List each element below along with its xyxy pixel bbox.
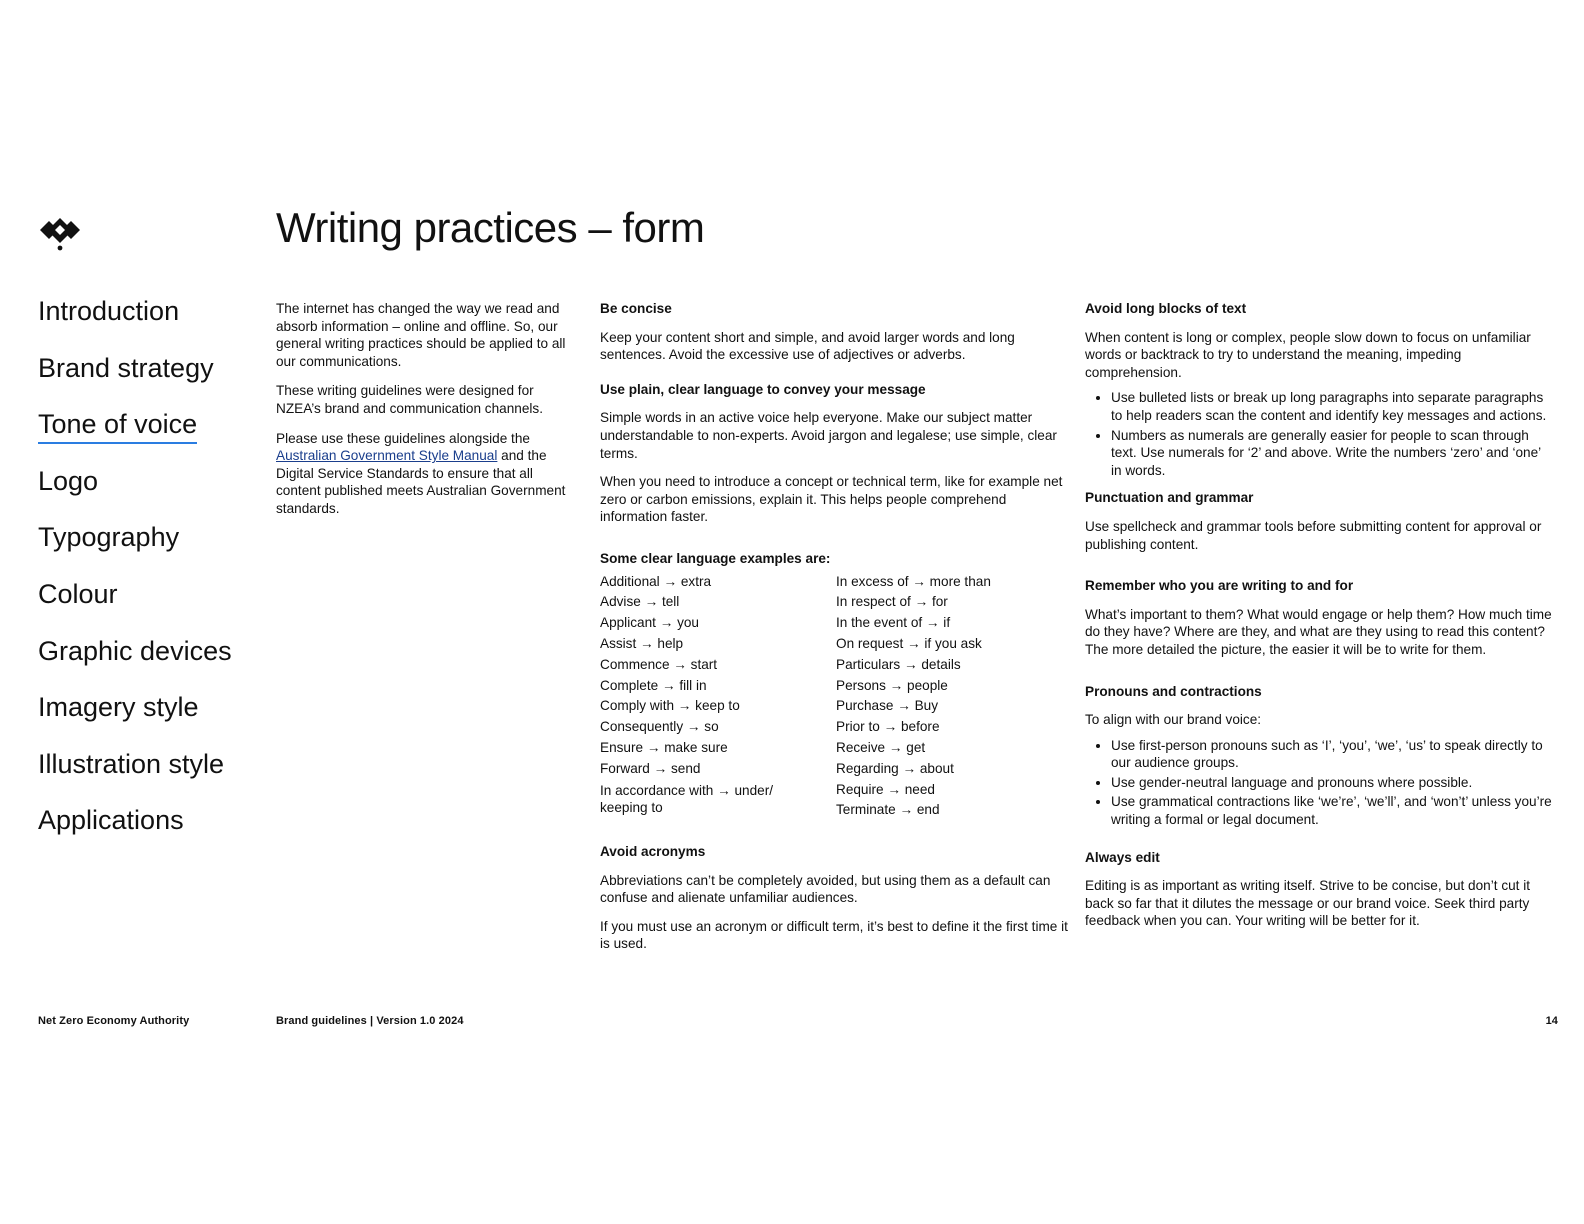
section-heading: Use plain, clear language to convey your message	[600, 381, 926, 397]
examples-list	[600, 572, 1070, 822]
nav-item-colour[interactable]: Colour	[38, 578, 118, 609]
example-item: Particulars → details	[836, 656, 961, 672]
example-item: In accordance with → under/ keeping to	[600, 782, 774, 816]
example-item: Applicant → you	[600, 615, 699, 631]
nav-item-brand-strategy[interactable]: Brand strategy	[38, 352, 214, 383]
examples-right-column	[836, 572, 1056, 822]
nav-item-typography[interactable]: Typography	[38, 522, 180, 553]
example-item: Receive → get	[836, 739, 926, 755]
nav-item-graphic-devices[interactable]: Graphic devices	[38, 635, 232, 666]
section-heading: Be concise	[600, 301, 672, 316]
section-body: What’s important to them? What would engage or help them? How much time do they have? Where are they, and what are they using to read this content? The more detailed the picture, the easier it will be to write for them.	[1085, 606, 1552, 657]
footer-document-version: Brand guidelines | Version 1.0 2024	[276, 1015, 464, 1027]
acronyms-section	[600, 843, 1070, 953]
section-body: When you need to introduce a concept or technical term, like for example net zero or carbon emissions, explain it. This helps people comprehend information faster.	[600, 474, 1063, 525]
section-body: Simple words in an active voice help everyone. Make our subject matter understandable to non-experts. Avoid jargon and legalese; use simple, clear terms.	[600, 410, 1057, 461]
nav-item-illustration-style[interactable]: Illustration style	[38, 748, 225, 779]
intro-column	[276, 300, 572, 518]
examples-section	[600, 550, 1070, 821]
example-item: Commence → start	[600, 656, 718, 672]
page-number: 14	[1545, 1015, 1558, 1027]
section-body: If you must use an acronym or difficult term, it’s best to define it the first time it is used.	[600, 918, 1068, 952]
brand-logo-icon	[38, 212, 82, 256]
punctuation-section	[1085, 489, 1555, 553]
nav-item-tone-of-voice[interactable]: Tone of voice	[38, 409, 232, 466]
always-edit-section	[1085, 849, 1555, 930]
pronouns-section	[1085, 683, 1555, 829]
section-body: Use spellcheck and grammar tools before submitting content for approval or publishing content.	[1085, 518, 1542, 552]
example-item: Complete → fill in	[600, 677, 707, 693]
list-item: • Use bulleted lists or break up long paragraphs into separate paragraphs to help readers scan the content and identify key messages and actions.	[1111, 389, 1555, 424]
example-item: Purchase → Buy	[836, 698, 938, 714]
example-item: Regarding → about	[836, 760, 954, 776]
example-item: Persons → people	[836, 677, 948, 693]
nav-item-imagery-style[interactable]: Imagery style	[38, 692, 199, 723]
section-body: When content is long or complex, people slow down to focus on unfamiliar words or backtrack to try to understand the meaning, impeding comprehension.	[1085, 329, 1531, 380]
intro-paragraph: Please use these guidelines alongside the Australian Government Style Manual and the Digital Service Standards to ensure that all content published meets Australian Government standards.	[276, 430, 566, 516]
intro-paragraph: The internet has changed the way we read and absorb information – online and offline. So, our general writing practices should be applied to all our communications.	[276, 301, 566, 369]
nav-item-introduction[interactable]: Introduction	[38, 296, 180, 326]
example-item: Forward → send	[600, 760, 701, 776]
bullet-list	[1085, 389, 1555, 479]
plain-language-section	[600, 381, 1070, 526]
examples-left-column	[600, 572, 836, 822]
example-item: Prior to → before	[836, 719, 940, 735]
example-item: Advise → tell	[600, 594, 680, 610]
list-item: • Use grammatical contractions like ‘we’re’, ‘we’ll’, and ‘won’t’ unless you’re writing a formal or legal document.	[1111, 793, 1555, 828]
middle-column	[600, 300, 1070, 970]
list-item: • Use gender-neutral language and pronouns where possible.	[1111, 774, 1555, 792]
right-column	[1085, 300, 1555, 947]
nav-item-logo[interactable]: Logo	[38, 465, 99, 496]
example-item: Additional → extra	[600, 573, 712, 589]
section-body: Keep your content short and simple, and avoid larger words and long sentences. Avoid the excessive use of adjectives or adverbs.	[600, 329, 1015, 363]
example-item: Assist → help	[600, 635, 684, 651]
example-item: Ensure → make sure	[600, 739, 728, 755]
section-heading: Avoid long blocks of text	[1085, 301, 1247, 316]
example-item: Terminate → end	[836, 802, 940, 818]
section-heading: Some clear language examples are:	[600, 550, 831, 566]
bullet-list	[1085, 737, 1555, 829]
be-concise-section	[600, 300, 1070, 364]
long-blocks-section	[1085, 300, 1555, 479]
audience-section	[1085, 577, 1555, 658]
example-item: Consequently → so	[600, 719, 719, 735]
section-heading: Avoid acronyms	[600, 844, 706, 860]
section-body: Abbreviations can’t be completely avoided, but using them as a default can confuse and alienate unfamiliar audiences.	[600, 872, 1051, 906]
style-manual-link[interactable]: Australian Government Style Manual	[276, 448, 498, 464]
example-item: Require → need	[836, 781, 935, 797]
section-nav	[38, 296, 232, 862]
list-item: • Use first-person pronouns such as ‘I’, ‘you’, ‘we’, ‘us’ to speak directly to our audience groups.	[1111, 737, 1555, 772]
section-heading: Always edit	[1085, 849, 1160, 865]
intro-paragraph: These writing guidelines were designed for NZEA’s brand and communication channels.	[276, 383, 543, 416]
section-body: Editing is as important as writing itself. Strive to be concise, but don’t cut it back so far that it dilutes the message or our brand voice. Seek third party feedback when you can. Your writing will be better for it.	[1085, 878, 1531, 929]
footer-organisation: Net Zero Economy Authority	[38, 1015, 190, 1027]
example-item: In respect of → for	[836, 594, 948, 610]
example-item: In excess of → more than	[836, 573, 991, 589]
section-heading: Punctuation and grammar	[1085, 490, 1254, 506]
section-heading: Remember who you are writing to and for	[1085, 578, 1354, 594]
section-body: To align with our brand voice:	[1085, 712, 1262, 728]
example-item: On request → if you ask	[836, 635, 982, 651]
section-heading: Pronouns and contractions	[1085, 683, 1262, 699]
list-item: • Numbers as numerals are generally easier for people to scan through text. Use numerals for ‘2’ and above. Write the numbers ‘zero’ and ‘one’ in words.	[1111, 427, 1555, 480]
nav-item-applications[interactable]: Applications	[38, 805, 184, 836]
example-item: In the event of → if	[836, 615, 951, 631]
page-title: Writing practices – form	[276, 204, 705, 251]
example-item: Comply with → keep to	[600, 698, 740, 714]
